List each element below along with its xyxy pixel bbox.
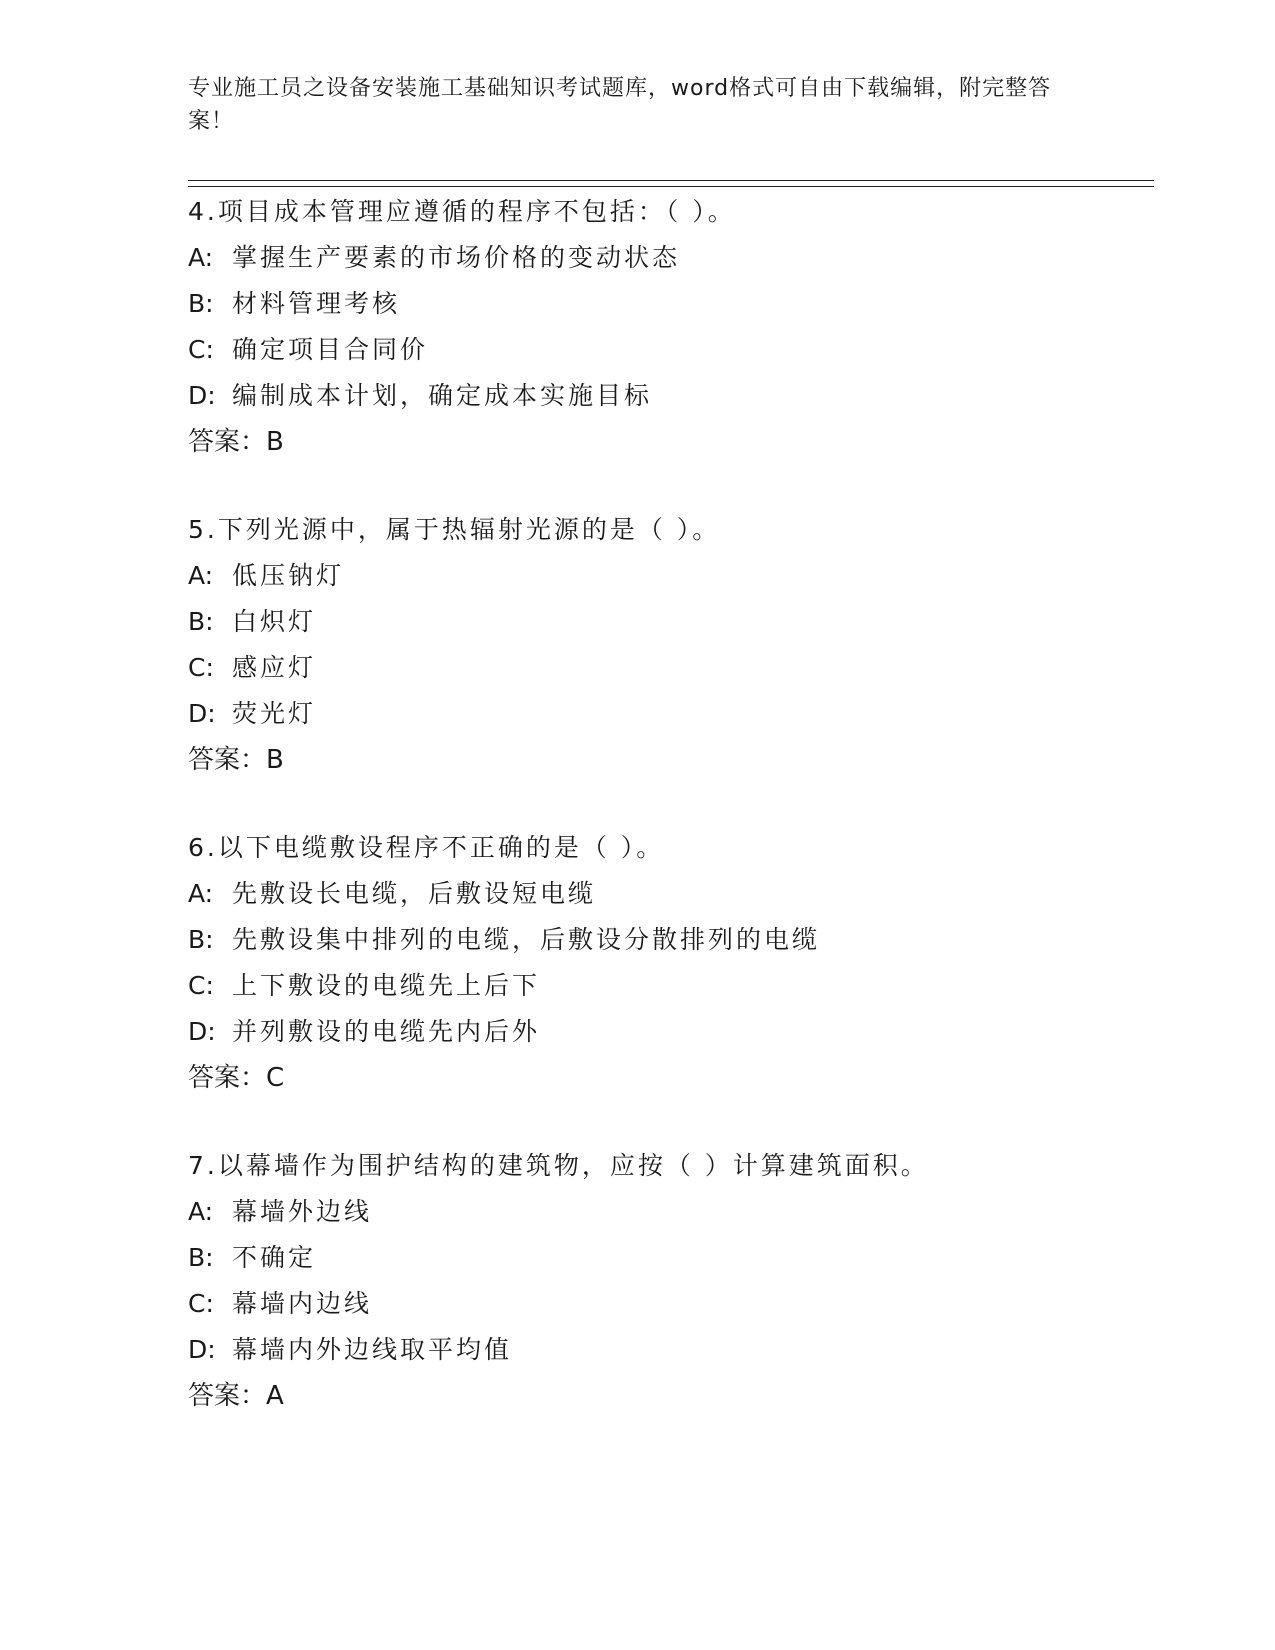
option-a xyxy=(188,553,1148,599)
option-text: 不确定 xyxy=(232,1243,317,1272)
question-stem: 6.以下电缆敷设程序不正确的是（ ）。 xyxy=(188,833,665,862)
option-d xyxy=(188,1009,1148,1055)
option-key: A: xyxy=(188,561,214,590)
answer-line xyxy=(188,1373,1148,1419)
option-key: C: xyxy=(188,335,214,364)
option-key: B: xyxy=(188,1243,214,1272)
option-d xyxy=(188,691,1148,737)
option-a xyxy=(188,871,1148,917)
option-key: D: xyxy=(188,1335,216,1364)
option-key: C: xyxy=(188,1289,214,1318)
option-text: 并列敷设的电缆先内后外 xyxy=(232,1017,541,1046)
option-text: 感应灯 xyxy=(232,653,317,682)
answer-value: A xyxy=(266,1381,284,1411)
option-text: 上下敷设的电缆先上后下 xyxy=(232,971,541,1000)
option-a xyxy=(188,235,1148,281)
answer-label: 答案： xyxy=(188,1063,267,1093)
option-text: 荧光灯 xyxy=(232,699,317,728)
header-divider xyxy=(188,180,1154,187)
option-text: 确定项目合同价 xyxy=(232,335,429,364)
question-stem: 5.下列光源中，属于热辐射光源的是（ ）。 xyxy=(188,515,721,544)
answer-value: B xyxy=(266,427,284,457)
option-text: 编制成本计划，确定成本实施目标 xyxy=(232,381,653,410)
question-item xyxy=(188,189,1148,465)
option-key: A: xyxy=(188,1197,214,1226)
option-text: 幕墙内外边线取平均值 xyxy=(232,1335,513,1364)
question-stem: 7.以幕墙作为围护结构的建筑物，应按（ ）计算建筑面积。 xyxy=(188,1151,929,1180)
option-text: 材料管理考核 xyxy=(232,289,401,318)
answer-value: C xyxy=(266,1063,285,1093)
question-item xyxy=(188,825,1148,1101)
option-b xyxy=(188,1235,1148,1281)
option-text: 掌握生产要素的市场价格的变动状态 xyxy=(232,243,681,272)
answer-line xyxy=(188,1055,1148,1101)
question-stem: 4.项目成本管理应遵循的程序不包括：（ ）。 xyxy=(188,197,736,226)
option-key: D: xyxy=(188,699,216,728)
option-text: 低压钠灯 xyxy=(232,561,345,590)
option-key: B: xyxy=(188,289,214,318)
option-text: 白炽灯 xyxy=(232,607,317,636)
option-c xyxy=(188,645,1148,691)
option-b xyxy=(188,281,1148,327)
option-d xyxy=(188,1327,1148,1373)
option-c xyxy=(188,327,1148,373)
option-key: C: xyxy=(188,653,214,682)
question-list xyxy=(188,189,1148,1461)
option-b xyxy=(188,917,1148,963)
option-text: 先敷设长电缆，后敷设短电缆 xyxy=(232,879,597,908)
option-text: 幕墙内边线 xyxy=(232,1289,373,1318)
option-a xyxy=(188,1189,1148,1235)
option-d xyxy=(188,373,1148,419)
answer-label: 答案： xyxy=(188,1381,267,1411)
answer-label: 答案： xyxy=(188,427,267,457)
option-key: C: xyxy=(188,971,214,1000)
option-text: 先敷设集中排列的电缆，后敷设分散排列的电缆 xyxy=(232,925,821,954)
option-key: A: xyxy=(188,879,214,908)
answer-line xyxy=(188,737,1148,783)
question-item xyxy=(188,507,1148,783)
question-item xyxy=(188,1143,1148,1419)
option-b xyxy=(188,599,1148,645)
document-header: 专业施工员之设备安装施工基础知识考试题库，word格式可自由下载编辑，附完整答案！ xyxy=(188,76,1052,134)
answer-value: B xyxy=(266,745,284,775)
option-key: D: xyxy=(188,1017,216,1046)
option-key: B: xyxy=(188,925,214,954)
answer-label: 答案： xyxy=(188,745,267,775)
answer-line xyxy=(188,419,1148,465)
option-key: A: xyxy=(188,243,214,272)
option-c xyxy=(188,1281,1148,1327)
option-text: 幕墙外边线 xyxy=(232,1197,373,1226)
option-c xyxy=(188,963,1148,1009)
option-key: D: xyxy=(188,381,216,410)
option-key: B: xyxy=(188,607,214,636)
